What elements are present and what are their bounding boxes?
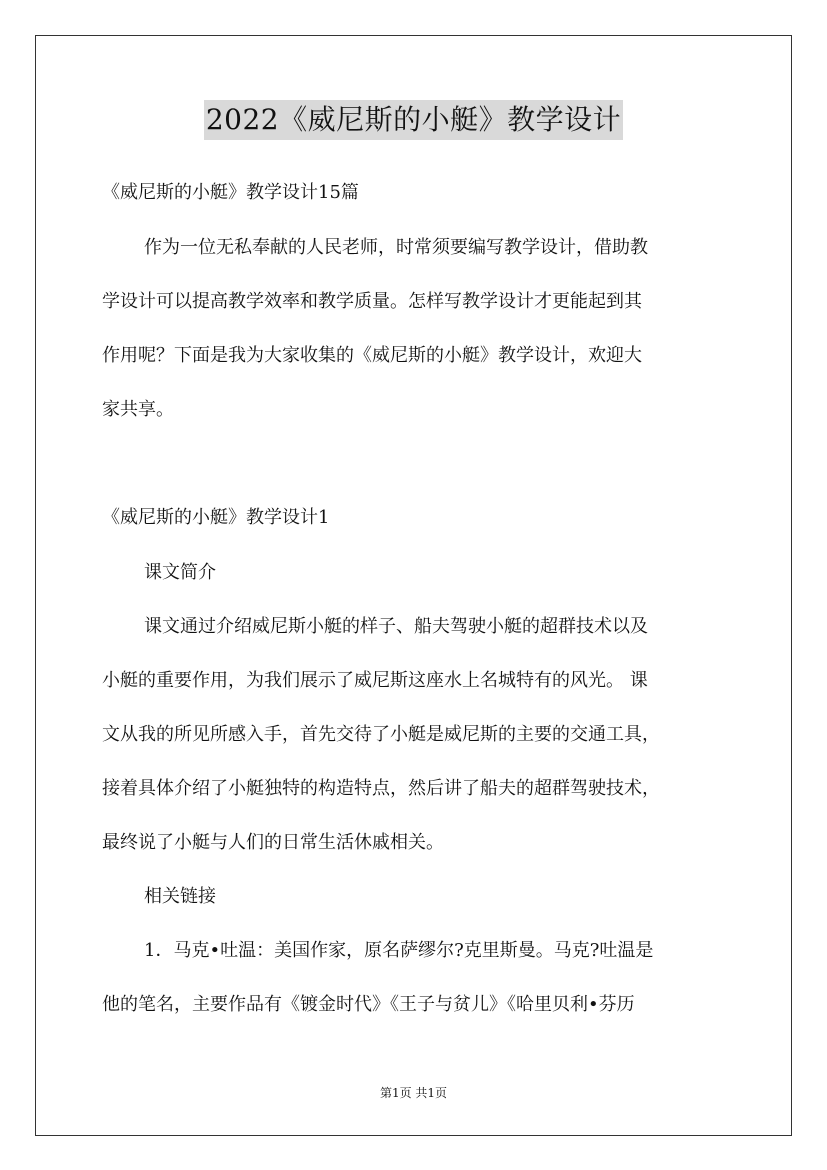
intro-line: 家共享。 [102,399,174,420]
intro-line: 作用呢？下面是我为大家收集的《威尼斯的小艇》教学设计，欢迎大 [102,345,642,366]
summary-line: 文从我的所见所感入手，首先交待了小艇是威尼斯的主要的交通工具， [102,724,660,745]
summary-line: 小艇的重要作用，为我们展示了威尼斯这座水上名城特有的风光。 课 [102,670,648,691]
document-title: 2022《威尼斯的小艇》教学设计 [204,100,623,140]
intro-line: 作为一位无私奉献的人民老师，时常须要编写教学设计，借助教 [144,237,648,258]
section-heading: 《威尼斯的小艇》教学设计1 [102,507,330,528]
document-title-block [0,100,827,140]
subtitle: 《威尼斯的小艇》教学设计15篇 [102,182,359,203]
intro-line: 学设计可以提高教学效率和教学质量。怎样写教学设计才更能起到其 [102,291,642,312]
link-line: 他的笔名，主要作品有《镀金时代》《王子与贫儿》《哈里贝利•芬历 [102,994,635,1015]
link-line: 1．马克•吐温：美国作家，原名萨缪尔?克里斯曼。马克?吐温是 [144,940,654,961]
page-footer: 第1页 共1页 [379,1086,448,1100]
summary-line: 课文通过介绍威尼斯小艇的样子、船夫驾驶小艇的超群技术以及 [144,616,648,637]
summary-line: 接着具体介绍了小艇独特的构造特点，然后讲了船夫的超群驾驶技术， [102,778,660,799]
section-subheading-links: 相关链接 [144,886,216,907]
summary-line: 最终说了小艇与人们的日常生活休戚相关。 [102,832,444,853]
section-subheading-intro: 课文简介 [144,562,216,583]
